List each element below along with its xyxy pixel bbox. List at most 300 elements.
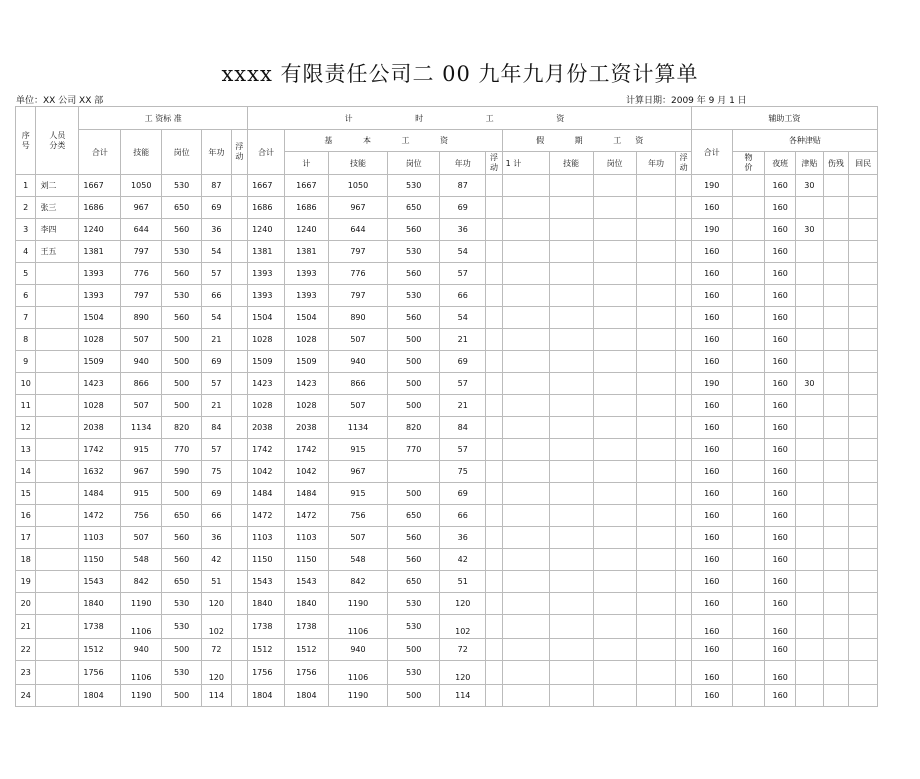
std-seniority-cell: 114 [202,685,232,707]
basic-float-cell [486,483,502,505]
table-row [16,639,878,661]
basic-float-header: 浮 动 [486,152,502,175]
hui-cell [849,175,878,197]
std-skill-cell: 507 [121,527,162,549]
calc-date-label: 计算日期：2009 年 9 月 1 日 [626,96,747,106]
holiday-post-cell [593,505,636,527]
basic-seniority-cell: 21 [440,329,486,351]
time-total-cell: 1103 [248,527,285,549]
injury-cell [823,263,849,285]
std-float-cell [231,241,247,263]
holiday-seniority-cell [636,615,676,639]
holiday-total-cell [502,505,549,527]
basic-seniority-cell: 69 [440,483,486,505]
injury-cell [823,395,849,417]
basic-skill-cell: 967 [328,461,387,483]
name-cell [36,417,79,439]
std-float-cell [231,549,247,571]
holiday-float-cell [676,373,691,395]
price-cell [732,593,765,615]
basic-post-cell: 530 [388,615,440,639]
basic-post-cell: 560 [388,549,440,571]
aux-total-cell: 160 [691,549,732,571]
std-post-cell: 530 [162,285,202,307]
holiday-float-cell [676,505,691,527]
time-total-cell: 1393 [248,263,285,285]
aux-total-cell: 190 [691,373,732,395]
basic-total-cell: 1240 [284,219,328,241]
holiday-seniority-cell [636,219,676,241]
page-title: xxxx 有限责任公司二 00 九年九月份工资计算单 [221,62,699,86]
price-cell [732,197,765,219]
aux-total-cell: 160 [691,417,732,439]
holiday-skill-cell [549,197,593,219]
subsidy-cell [796,263,824,285]
holiday-float-cell [676,527,691,549]
basic-skill-cell: 1106 [328,615,387,639]
time-total-cell: 1393 [248,285,285,307]
subsidy-cell [796,483,824,505]
std-skill-cell: 940 [121,639,162,661]
basic-float-cell [486,373,502,395]
std-post-cell: 650 [162,505,202,527]
price-cell [732,219,765,241]
aux-total-cell: 160 [691,329,732,351]
table-row [16,395,878,417]
std-float-cell [231,661,247,685]
std-total-cell: 1512 [79,639,121,661]
injury-cell [823,219,849,241]
basic-float-cell [486,263,502,285]
basic-post-cell: 530 [388,661,440,685]
basic-total-cell: 1742 [284,439,328,461]
std-float-cell [231,483,247,505]
name-cell [36,285,79,307]
std-seniority-cell: 120 [202,661,232,685]
std-total-cell: 1484 [79,483,121,505]
basic-skill-cell: 1134 [328,417,387,439]
std-seniority-cell: 87 [202,175,232,197]
subsidy-cell: 30 [796,219,824,241]
holiday-post-cell [593,461,636,483]
night-cell: 160 [765,549,796,571]
std-seniority-cell: 36 [202,527,232,549]
basic-post-cell: 820 [388,417,440,439]
name-cell [36,263,79,285]
seq-cell: 15 [16,483,36,505]
table-row [16,661,878,685]
time-total-cell: 1686 [248,197,285,219]
hui-cell [849,439,878,461]
name-cell [36,549,79,571]
injury-cell [823,549,849,571]
seq-cell: 19 [16,571,36,593]
holiday-skill-cell [549,505,593,527]
time-total-cell: 1240 [248,219,285,241]
night-cell: 160 [765,263,796,285]
basic-skill-cell: 842 [328,571,387,593]
name-cell [36,351,79,373]
basic-float-cell [486,395,502,417]
std-total-cell: 2038 [79,417,121,439]
holiday-post-cell [593,615,636,639]
std-float-cell [231,285,247,307]
std-skill-cell: 756 [121,505,162,527]
basic-total-cell: 1504 [284,307,328,329]
basic-total-cell: 1509 [284,351,328,373]
basic-total-cell: 1103 [284,527,328,549]
night-cell: 160 [765,639,796,661]
basic-seniority-cell: 87 [440,175,486,197]
basic-total-cell: 1423 [284,373,328,395]
holiday-total-cell [502,615,549,639]
price-cell [732,483,765,505]
std-float-cell [231,685,247,707]
table-row [16,571,878,593]
holiday-seniority-header: 年功 [636,152,676,175]
basic-total-cell: 1738 [284,615,328,639]
std-skill-cell: 1190 [121,685,162,707]
price-cell [732,351,765,373]
basic-total-cell: 1150 [284,549,328,571]
hui-cell [849,505,878,527]
holiday-seniority-cell [636,175,676,197]
basic-float-cell [486,593,502,615]
injury-cell [823,685,849,707]
basic-skill-cell: 866 [328,373,387,395]
name-cell [36,615,79,639]
basic-float-cell [486,197,502,219]
basic-total-cell: 1840 [284,593,328,615]
std-post-cell: 530 [162,175,202,197]
holiday-float-cell [676,685,691,707]
basic-float-cell [486,241,502,263]
std-post-cell: 820 [162,417,202,439]
std-seniority-cell: 42 [202,549,232,571]
table-row [16,329,878,351]
std-skill-cell: 1050 [121,175,162,197]
std-seniority-cell: 21 [202,395,232,417]
std-float-cell [231,639,247,661]
night-cell: 160 [765,505,796,527]
aux-total-cell: 160 [691,685,732,707]
std-post-cell: 770 [162,439,202,461]
std-skill-cell: 940 [121,351,162,373]
holiday-total-cell [502,263,549,285]
subsidy-cell [796,417,824,439]
price-cell [732,373,765,395]
aux-total-header: 合计 [691,130,732,175]
seq-cell: 13 [16,439,36,461]
basic-seniority-cell: 36 [440,219,486,241]
hui-cell [849,329,878,351]
basic-seniority-cell: 72 [440,639,486,661]
subsidy-cell: 30 [796,175,824,197]
std-float-cell [231,219,247,241]
holiday-total-cell [502,461,549,483]
name-cell [36,483,79,505]
hui-cell [849,219,878,241]
basic-float-cell [486,417,502,439]
std-float-header: 浮动 [231,130,247,175]
name-cell: 刘二 [36,175,79,197]
holiday-post-cell [593,197,636,219]
basic-post-cell: 530 [388,241,440,263]
time-total-cell: 1028 [248,329,285,351]
holiday-post-cell [593,483,636,505]
holiday-float-cell [676,461,691,483]
std-skill-header: 技能 [121,130,162,175]
holiday-seniority-cell [636,263,676,285]
std-seniority-cell: 36 [202,219,232,241]
hui-cell [849,571,878,593]
holiday-seniority-cell [636,307,676,329]
std-skill-cell: 967 [121,461,162,483]
basic-skill-cell: 967 [328,197,387,219]
basic-seniority-cell: 36 [440,527,486,549]
holiday-seniority-cell [636,639,676,661]
holiday-seniority-cell [636,461,676,483]
subsidy-cell [796,549,824,571]
basic-post-cell: 650 [388,197,440,219]
holiday-seniority-cell [636,483,676,505]
basic-post-cell: 650 [388,505,440,527]
subsidy-cell [796,395,824,417]
seq-cell: 10 [16,373,36,395]
std-skill-cell: 967 [121,197,162,219]
basic-skill-cell: 1050 [328,175,387,197]
price-cell [732,505,765,527]
std-skill-cell: 1190 [121,593,162,615]
std-skill-cell: 842 [121,571,162,593]
name-cell [36,661,79,685]
std-skill-cell: 915 [121,483,162,505]
holiday-post-cell [593,571,636,593]
time-total-cell: 1150 [248,549,285,571]
basic-seniority-cell: 84 [440,417,486,439]
basic-seniority-cell: 120 [440,593,486,615]
holiday-seniority-cell [636,527,676,549]
basic-total-cell: 1042 [284,461,328,483]
time-total-cell: 1840 [248,593,285,615]
hui-cell [849,351,878,373]
name-cell: 李四 [36,219,79,241]
std-seniority-header: 年功 [202,130,232,175]
basic-total-header: 计 [284,152,328,175]
holiday-float-cell [676,197,691,219]
subsidy-cell [796,615,824,639]
basic-skill-cell: 940 [328,351,387,373]
price-cell [732,439,765,461]
seq-cell: 7 [16,307,36,329]
holiday-float-cell [676,549,691,571]
std-total-cell: 1632 [79,461,121,483]
seq-cell: 4 [16,241,36,263]
std-post-cell: 530 [162,241,202,263]
injury-cell [823,505,849,527]
basic-seniority-cell: 54 [440,307,486,329]
holiday-float-cell [676,285,691,307]
seq-cell: 2 [16,197,36,219]
holiday-float-cell [676,639,691,661]
basic-post-cell [388,461,440,483]
seq-cell: 5 [16,263,36,285]
std-float-cell [231,373,247,395]
seq-cell: 17 [16,527,36,549]
std-seniority-cell: 54 [202,241,232,263]
aux-total-cell: 160 [691,285,732,307]
holiday-seniority-cell [636,549,676,571]
price-cell [732,241,765,263]
injury-cell [823,571,849,593]
subsidy-cell [796,505,824,527]
std-post-cell: 500 [162,373,202,395]
basic-total-cell: 1393 [284,263,328,285]
injury-cell [823,661,849,685]
aux-total-cell: 160 [691,615,732,639]
basic-seniority-cell: 75 [440,461,486,483]
holiday-skill-cell [549,527,593,549]
time-total-cell: 1484 [248,483,285,505]
basic-post-cell: 500 [388,395,440,417]
night-cell: 160 [765,285,796,307]
night-cell: 160 [765,307,796,329]
basic-wage-header: 基 本 工 资 [284,130,502,152]
std-seniority-cell: 57 [202,373,232,395]
injury-cell [823,593,849,615]
std-total-cell: 1103 [79,527,121,549]
unit-label: 单位：XX 公司 XX 部 [16,96,104,106]
basic-total-cell: 2038 [284,417,328,439]
basic-post-cell: 530 [388,285,440,307]
holiday-seniority-cell [636,505,676,527]
name-cell: 王五 [36,241,79,263]
col-category-header: 人员 分类 [36,107,79,175]
holiday-skill-cell [549,439,593,461]
hui-cell [849,483,878,505]
std-total-cell: 1393 [79,263,121,285]
basic-total-cell: 1804 [284,685,328,707]
hui-cell [849,417,878,439]
std-total-cell: 1509 [79,351,121,373]
holiday-float-cell [676,307,691,329]
holiday-total-cell [502,219,549,241]
basic-float-cell [486,351,502,373]
aux-total-cell: 160 [691,527,732,549]
holiday-post-cell [593,263,636,285]
name-cell [36,307,79,329]
basic-skill-cell: 915 [328,439,387,461]
std-total-cell: 1150 [79,549,121,571]
holiday-seniority-cell [636,351,676,373]
basic-post-cell: 560 [388,307,440,329]
price-cell [732,661,765,685]
injury-header: 伤残 [823,152,849,175]
std-skill-cell: 507 [121,329,162,351]
std-skill-cell: 866 [121,373,162,395]
basic-float-cell [486,549,502,571]
std-float-cell [231,351,247,373]
subsidy-cell [796,639,824,661]
name-cell [36,439,79,461]
name-cell [36,593,79,615]
holiday-post-cell [593,307,636,329]
std-float-cell [231,593,247,615]
basic-seniority-cell: 21 [440,395,486,417]
name-cell [36,505,79,527]
holiday-skill-cell [549,571,593,593]
name-cell [36,329,79,351]
time-total-cell: 1742 [248,439,285,461]
basic-seniority-cell: 102 [440,615,486,639]
aux-total-cell: 160 [691,241,732,263]
holiday-float-cell [676,219,691,241]
aux-total-cell: 160 [691,263,732,285]
price-cell [732,175,765,197]
table-row [16,241,878,263]
holiday-seniority-cell [636,241,676,263]
table-row [16,439,878,461]
holiday-seniority-cell [636,285,676,307]
holiday-float-cell [676,417,691,439]
price-cell [732,395,765,417]
std-float-cell [231,197,247,219]
std-post-cell: 500 [162,395,202,417]
holiday-float-header: 浮 动 [676,152,691,175]
basic-skill-cell: 507 [328,395,387,417]
night-cell: 160 [765,661,796,685]
basic-float-cell [486,505,502,527]
basic-seniority-cell: 66 [440,505,486,527]
night-cell: 160 [765,527,796,549]
basic-seniority-cell: 69 [440,351,486,373]
holiday-float-cell [676,615,691,639]
std-skill-cell: 1106 [121,615,162,639]
name-cell [36,527,79,549]
table-row [16,219,878,241]
holiday-seniority-cell [636,373,676,395]
holiday-wage-header: 假 期 工资 [502,130,691,152]
subsidy-cell: 30 [796,373,824,395]
std-total-cell: 1472 [79,505,121,527]
night-cell: 160 [765,373,796,395]
std-seniority-cell: 69 [202,197,232,219]
table-row [16,263,878,285]
std-post-cell: 650 [162,197,202,219]
aux-total-cell: 160 [691,197,732,219]
std-post-header: 岗位 [162,130,202,175]
basic-float-cell [486,307,502,329]
basic-skill-cell: 890 [328,307,387,329]
table-row [16,307,878,329]
injury-cell [823,351,849,373]
holiday-total-cell [502,417,549,439]
price-header: 物 价 [732,152,765,175]
hui-cell [849,615,878,639]
holiday-post-cell [593,685,636,707]
basic-total-cell: 1393 [284,285,328,307]
aux-total-cell: 160 [691,505,732,527]
hui-cell [849,661,878,685]
holiday-post-cell [593,241,636,263]
holiday-float-cell [676,329,691,351]
basic-skill-cell: 644 [328,219,387,241]
price-cell [732,329,765,351]
holiday-float-cell [676,175,691,197]
holiday-seniority-cell [636,197,676,219]
name-cell [36,373,79,395]
basic-seniority-header: 年功 [440,152,486,175]
